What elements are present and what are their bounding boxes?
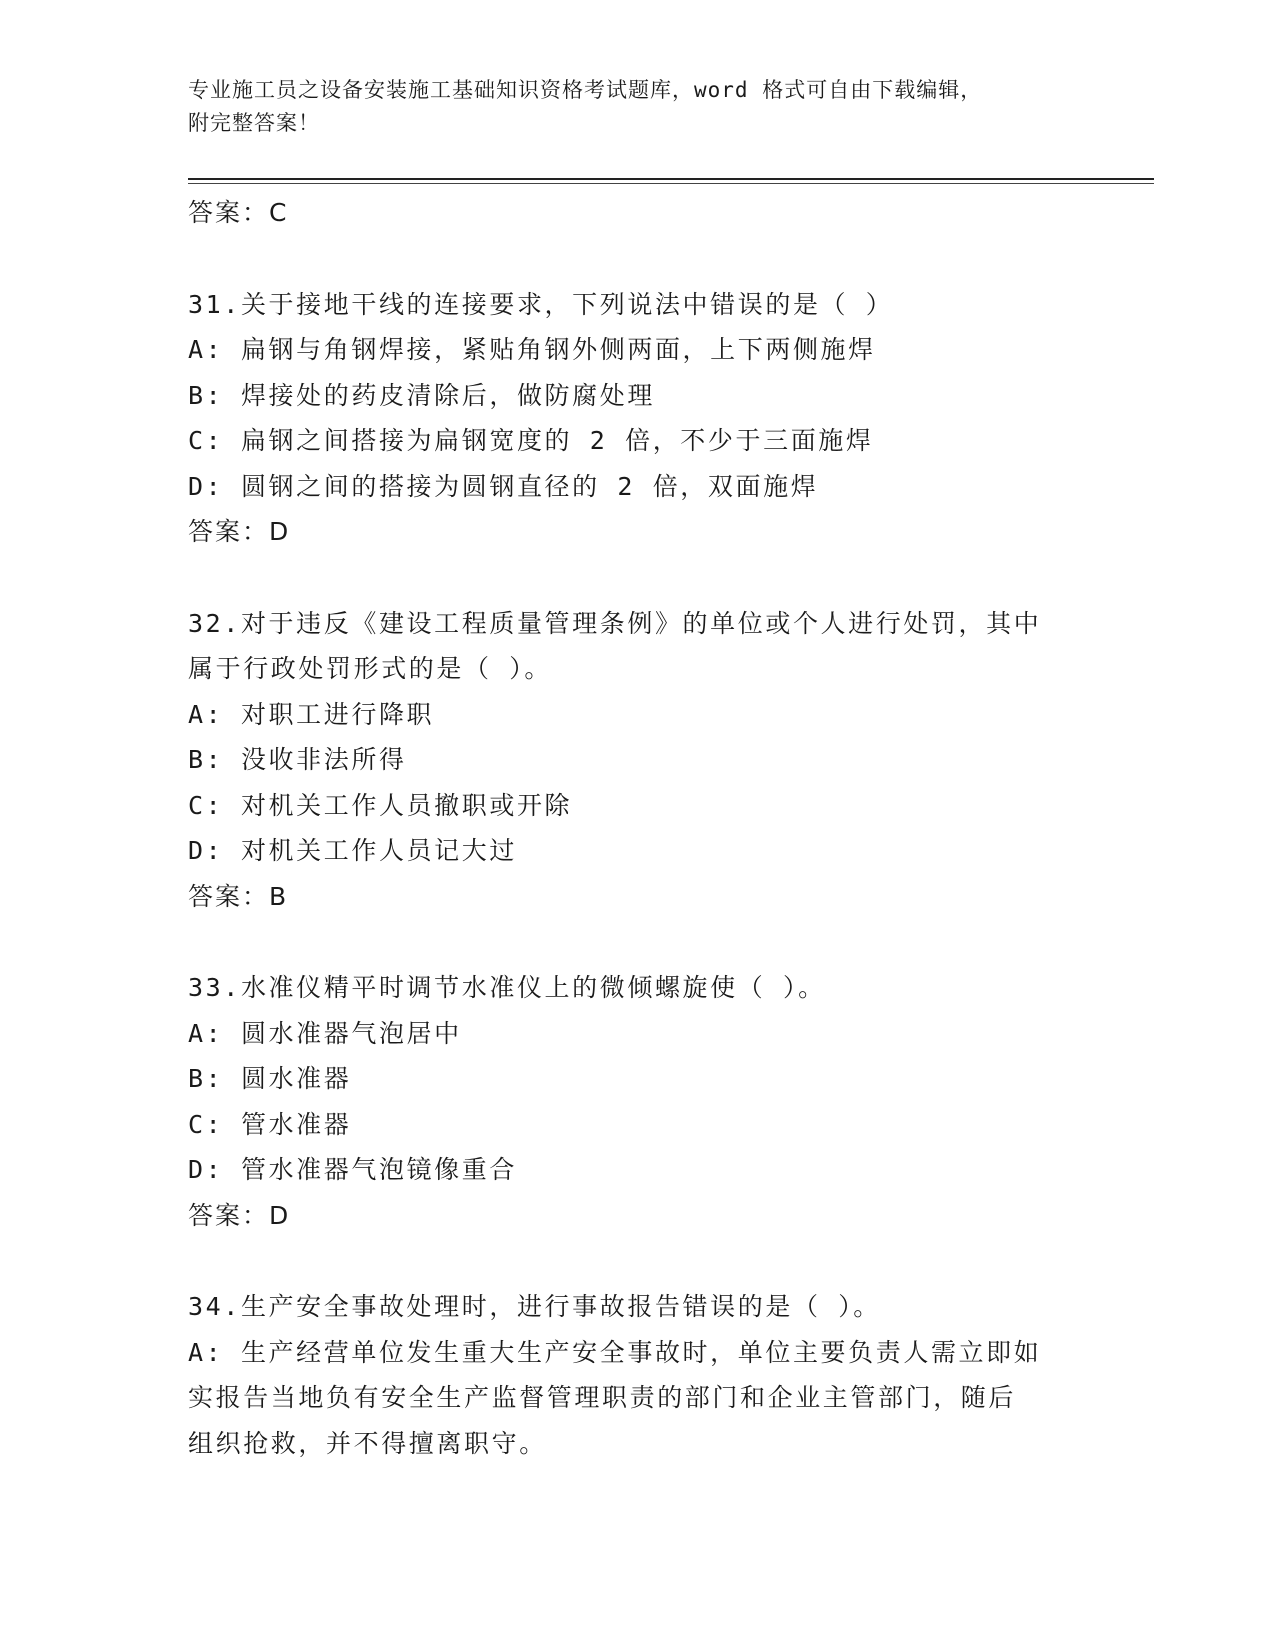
question-stem: 32.对于违反《建设工程质量管理条例》的单位或个人进行处罚，其中 bbox=[188, 608, 1042, 638]
question-34 bbox=[188, 1284, 1088, 1466]
option-b: B: 没收非法所得 bbox=[188, 745, 407, 774]
answer-previous: 答案：C bbox=[188, 198, 289, 227]
option-a: A: 圆水准器气泡居中 bbox=[188, 1018, 462, 1048]
question-stem-continued: 属于行政处罚形式的是（ ）。 bbox=[188, 654, 552, 683]
question-stem: 31.关于接地干线的连接要求，下列说法中错误的是（ ） bbox=[188, 289, 894, 319]
option-d: D: 对机关工作人员记大过 bbox=[188, 836, 517, 865]
option-a: A: 生产经营单位发生重大生产安全事故时，单位主要负责人需立即如 bbox=[188, 1337, 1042, 1367]
header-line-1: 专业施工员之设备安装施工基础知识资格考试题库，word 格式可自由下载编辑， bbox=[188, 78, 983, 102]
option-b: B: 焊接处的药皮清除后，做防腐处理 bbox=[188, 380, 655, 410]
option-a: A: 扁钢与角钢焊接，紧贴角钢外侧两面，上下两侧施焊 bbox=[188, 335, 876, 364]
question-33 bbox=[188, 965, 1088, 1238]
option-a: A: 对职工进行降职 bbox=[188, 699, 435, 729]
option-d: D: 管水准器气泡镜像重合 bbox=[188, 1155, 517, 1184]
answer: 答案：D bbox=[188, 1200, 291, 1230]
question-stem: 33.水准仪精平时调节水准仪上的微倾螺旋使（ ）。 bbox=[188, 973, 826, 1002]
spacer bbox=[188, 555, 1088, 601]
spacer bbox=[188, 919, 1088, 965]
option-a-continued: 实报告当地负有安全生产监督管理职责的部门和企业主管部门，随后 bbox=[188, 1383, 1017, 1412]
option-c: C: 扁钢之间搭接为扁钢宽度的 2 倍，不少于三面施焊 bbox=[188, 426, 874, 455]
question-stem: 34.生产安全事故处理时，进行事故报告错误的是（ ）。 bbox=[188, 1292, 881, 1321]
header-line-2: 附完整答案！ bbox=[188, 111, 320, 135]
spacer bbox=[188, 1238, 1088, 1284]
option-c: C: 对机关工作人员撤职或开除 bbox=[188, 790, 573, 820]
header-divider-thin bbox=[188, 183, 1154, 184]
spacer bbox=[188, 236, 1088, 282]
question-content bbox=[188, 190, 1088, 1466]
question-32 bbox=[188, 601, 1088, 920]
option-c: C: 管水准器 bbox=[188, 1109, 352, 1139]
document-header bbox=[188, 74, 1088, 140]
option-b: B: 圆水准器 bbox=[188, 1064, 352, 1093]
question-31 bbox=[188, 282, 1088, 555]
option-a-continued: 组织抢救，并不得擅离职守。 bbox=[188, 1428, 547, 1458]
answer: 答案：B bbox=[188, 881, 289, 911]
header-divider-thick bbox=[188, 178, 1154, 180]
option-d: D: 圆钢之间的搭接为圆钢直径的 2 倍，双面施焊 bbox=[188, 471, 819, 501]
answer: 答案：D bbox=[188, 517, 291, 546]
